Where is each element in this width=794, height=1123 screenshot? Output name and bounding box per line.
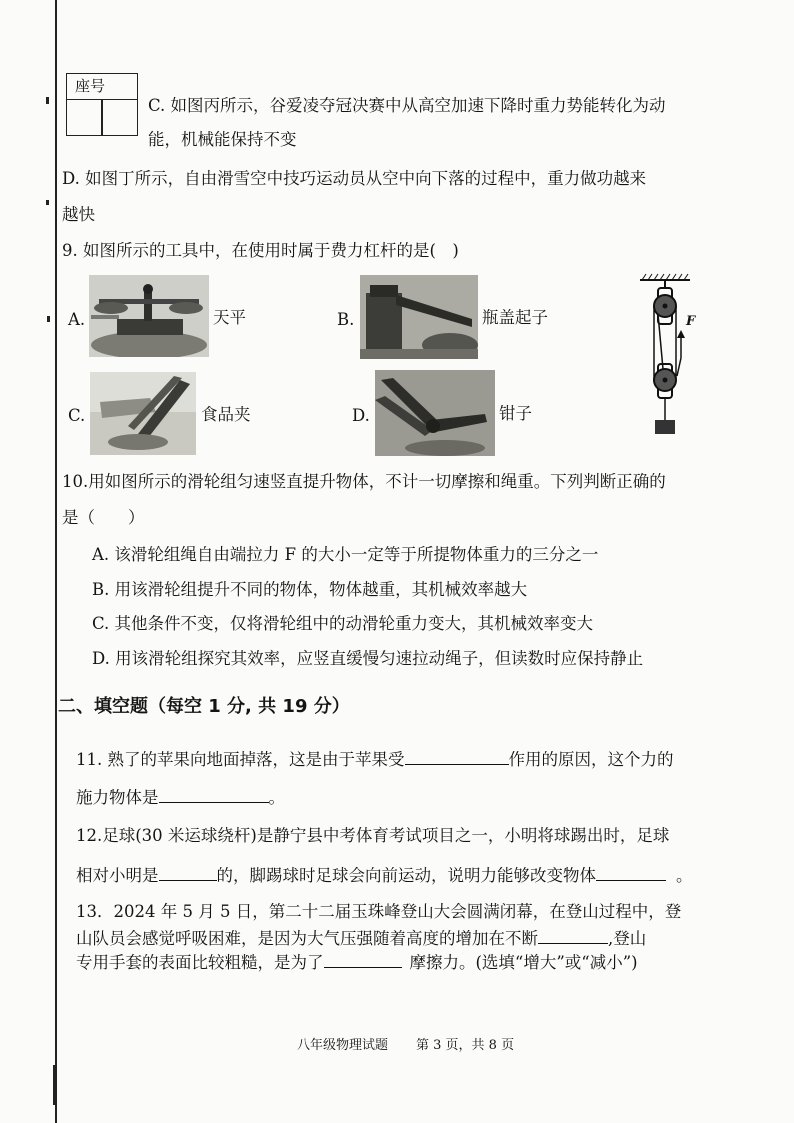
q8-option-c-line2: 能，机械能保持不变 [148,130,297,149]
q13-text-c: 专用手套的表面比较粗糙，是为了 [76,953,324,972]
q12-blank-1[interactable] [159,864,217,881]
q10-stem-line2: 是（ ） [62,508,145,527]
margin-mark [53,1065,55,1105]
binding-margin-line [55,0,57,1123]
q11-text-c: 施力物体是 [76,788,159,807]
pliers-photo [375,370,495,456]
margin-mark [47,316,50,322]
q12-text-c: 。 [676,866,693,885]
pulley-system-diagram [636,272,696,444]
q12-text-a: 相对小明是 [76,866,159,885]
pulley-force-label: F [686,314,696,329]
q11-blank-2[interactable] [159,786,269,803]
q9-option-b-label: 瓶盖起子 [482,308,548,327]
q11-text-a: 11. 熟了的苹果向地面掉落，这是由于苹果受 [76,750,405,769]
q12-line2 [76,864,693,886]
margin-mark [46,97,49,104]
q9-option-b-letter: B. [337,310,355,329]
q9-option-d-letter: D. [352,406,370,425]
balance-scale-photo [89,275,209,357]
q9-option-d-label: 钳子 [499,404,532,423]
q11-text-b: 作用的原因，这个力的 [508,750,674,769]
q8-option-d-line2: 越快 [62,205,95,224]
seat-number-label: 座号 [67,74,137,100]
bottle-opener-photo [360,275,478,359]
margin-mark [46,200,49,205]
seat-number-box [66,73,138,136]
q13-line2 [76,927,646,949]
q11-line1 [76,748,674,770]
q13-text-d: 摩擦力。(选填“增大”或“减小”) [409,953,638,972]
section-2-title: 二、填空题（每空 1 分, 共 19 分） [58,696,350,717]
q8-option-d-line1: D. 如图丁所示，自由滑雪空中技巧运动员从空中向下落的过程中，重力做功越来 [62,169,647,188]
q9-option-c-label: 食品夹 [201,405,251,424]
q13-line1: 13．2024 年 5 月 5 日，第二十二届玉珠峰登山大会圆满闭幕，在登山过程中，登 [76,902,682,921]
footer-subject: 八年级物理试题 [297,1038,389,1053]
q11-line2 [76,786,285,808]
q9-option-c-letter: C. [68,406,86,425]
q10-stem-line1: 10.用如图所示的滑轮组匀速竖直提升物体，不计一切摩擦和绳重。下列判断正确的 [62,472,666,491]
q10-option-c: C. 其他条件不变，仅将滑轮组中的动滑轮重力变大，其机械效率变大 [92,614,594,633]
q8-option-c-line1: C. 如图丙所示，谷爱凌夺冠决赛中从高空加速下降时重力势能转化为动 [148,96,666,115]
q9-option-a-letter: A. [68,310,86,329]
food-tongs-photo [90,372,196,455]
q11-blank-1[interactable] [405,748,509,765]
q13-blank-1[interactable] [538,927,608,944]
q13-text-b: ,登山 [608,929,647,948]
q11-text-d: 。 [268,788,285,807]
q10-option-d: D. 用该滑轮组探究其效率，应竖直缓慢匀速拉动绳子，但读数时应保持静止 [92,649,644,668]
q9-option-a-label: 天平 [213,308,246,327]
q13-line3 [76,951,638,973]
q9-stem: 9. 如图所示的工具中，在使用时属于费力杠杆的是( ) [62,241,459,260]
q12-blank-2[interactable] [596,864,666,881]
q13-blank-2[interactable] [324,951,402,968]
q12-line1: 12.足球(30 米运球绕杆)是静宁县中考体育考试项目之一，小明将球踢出时，足球 [76,826,670,845]
q13-text-a: 山队员会感觉呼吸困难，是因为大气压强随着高度的增加在不断 [76,929,538,948]
q10-option-a: A. 该滑轮组绳自由端拉力 F 的大小一定等于所提物体重力的三分之一 [92,545,599,564]
q12-text-b: 的，脚踢球时足球会向前运动，说明力能够改变物体 [216,866,596,885]
q10-option-b: B. 用该滑轮组提升不同的物体，物体越重，其机械效率越大 [92,580,528,599]
footer-page-number: 第 3 页，共 8 页 [416,1038,515,1053]
seat-box-divider [101,100,103,135]
